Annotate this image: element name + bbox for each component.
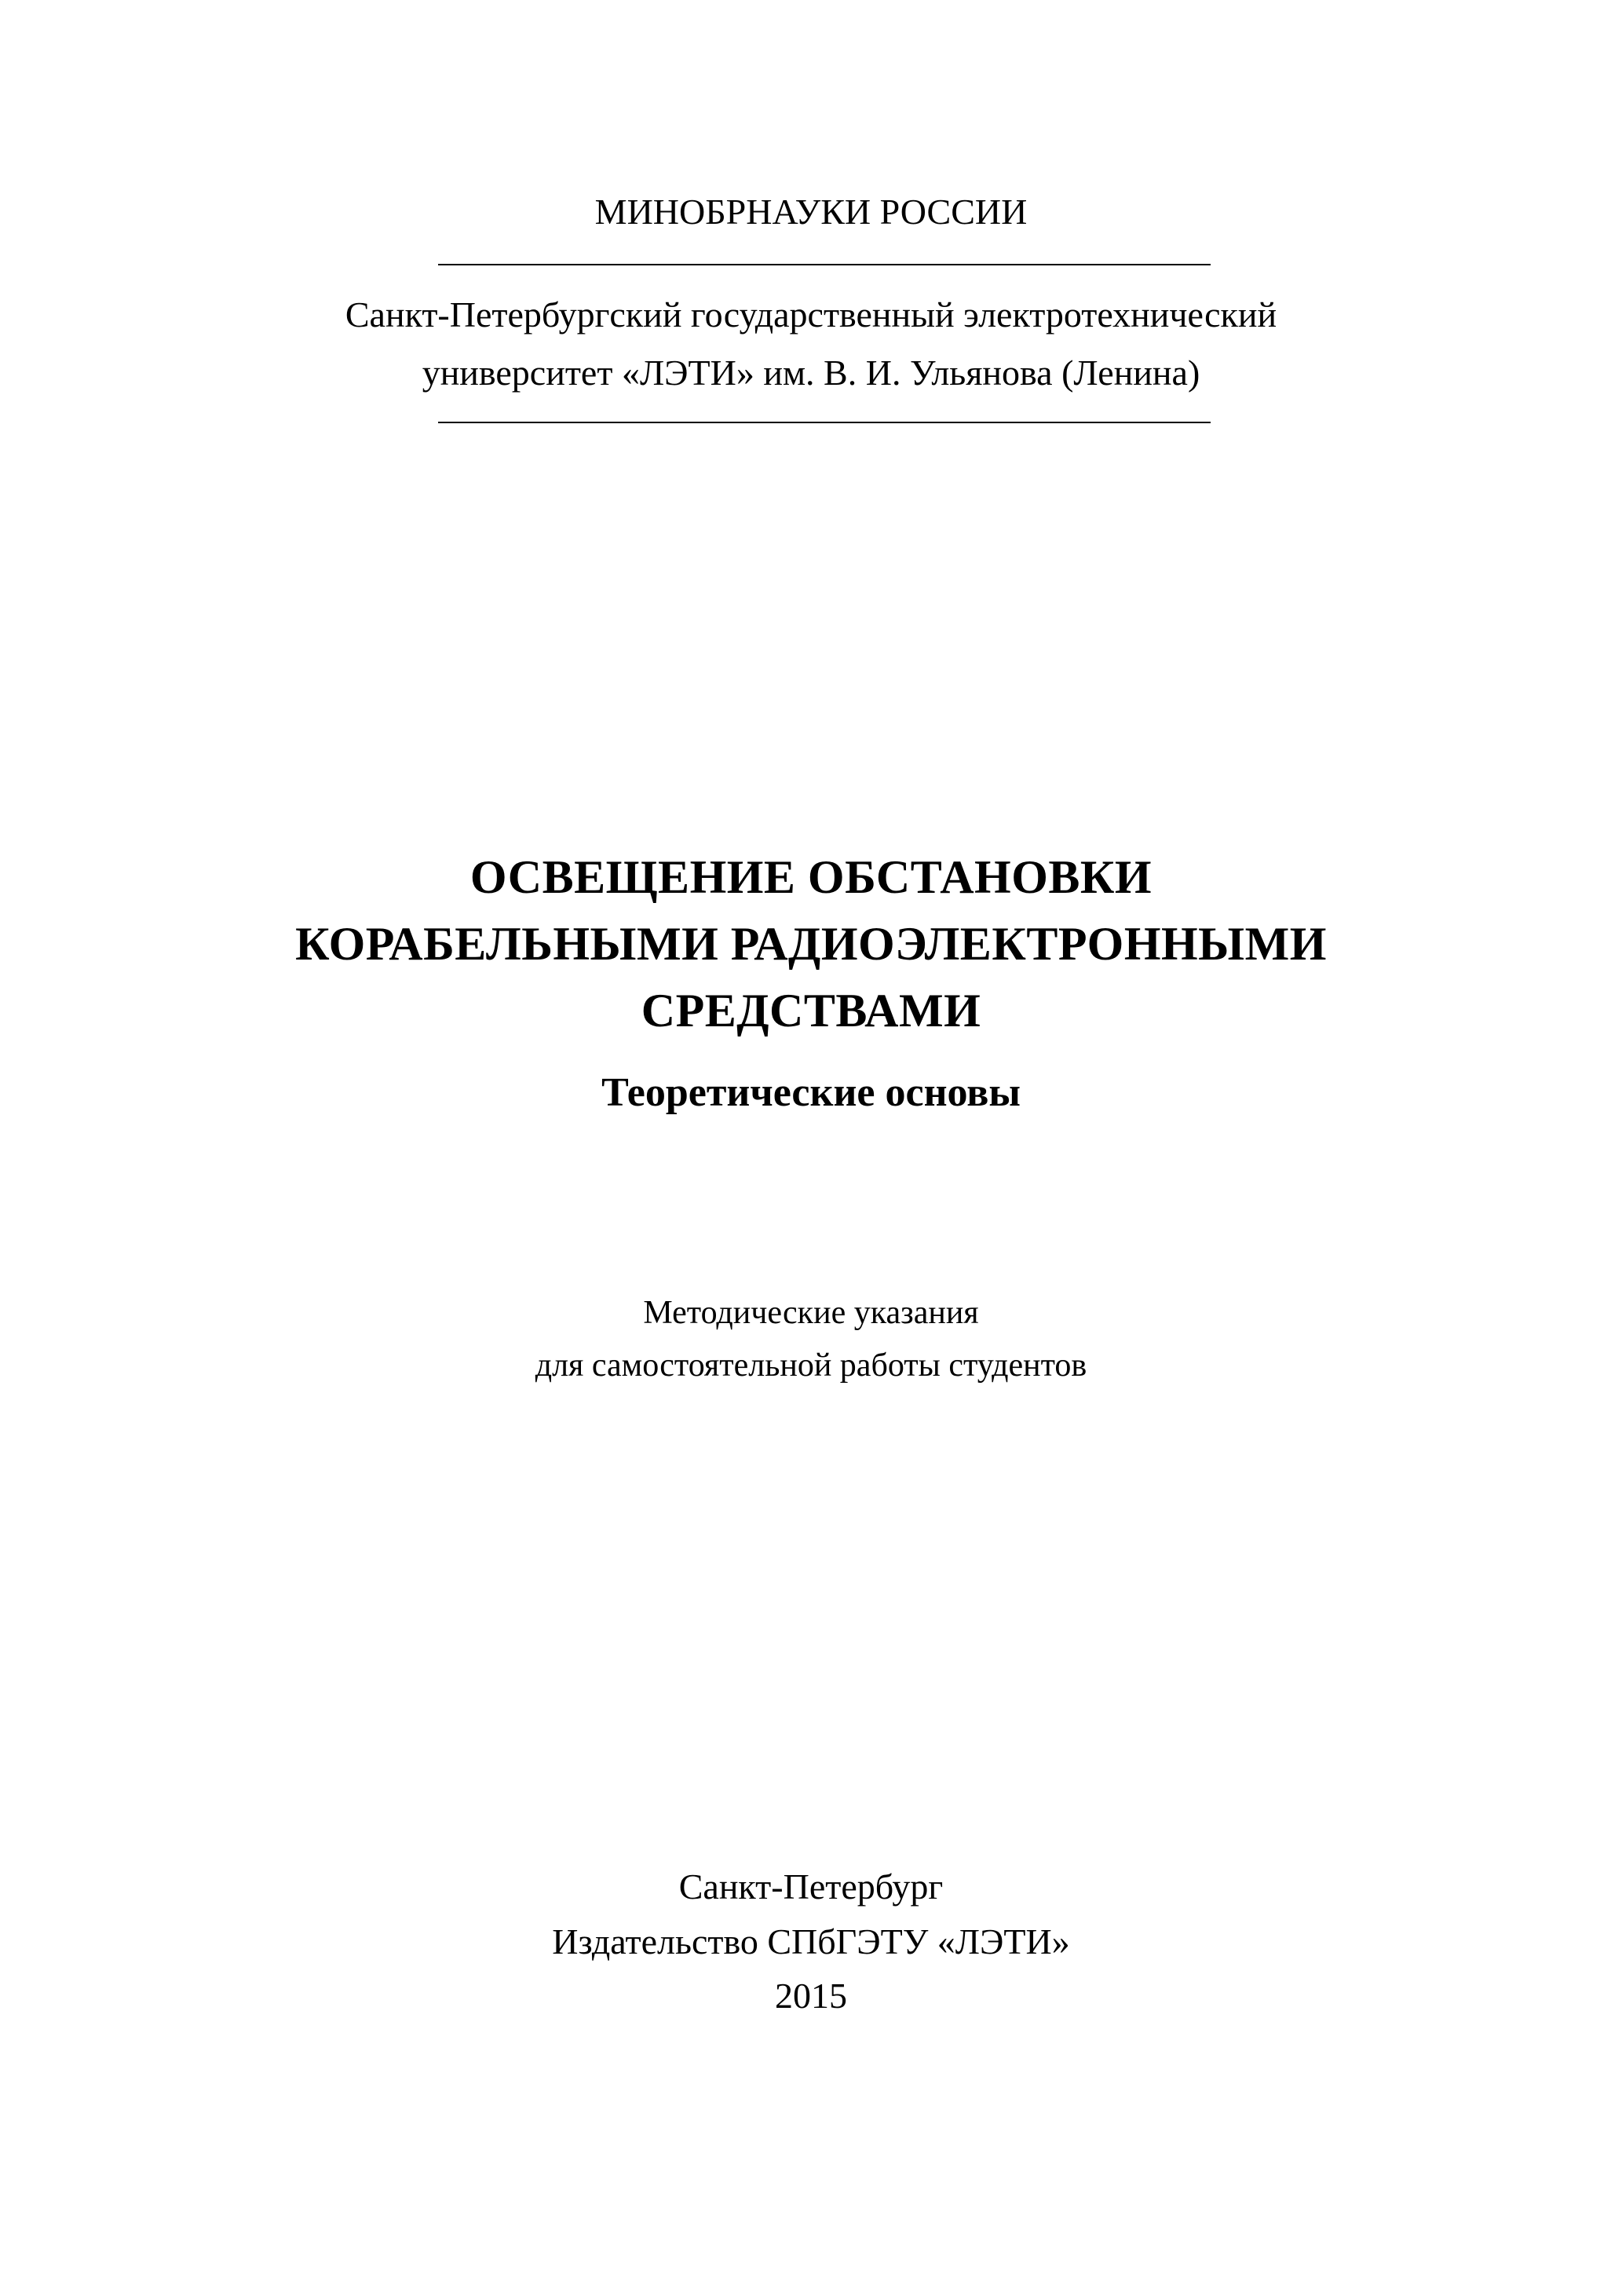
university-name-line-2: университет «ЛЭТИ» им. В. И. Ульянова (Ленина): [422, 353, 1200, 393]
imprint-publisher: Издательство СПбГЭТУ «ЛЭТИ»: [552, 1921, 1070, 1961]
title-line-3: СРЕДСТВАМИ: [641, 985, 981, 1036]
header-rule-top: [438, 264, 1211, 265]
ministry-name: МИНОБРНАУКИ РОССИИ: [594, 192, 1028, 232]
imprint-year: 2015: [775, 1976, 847, 2016]
description-line-2: для самостоятельной работы студентов: [535, 1347, 1087, 1384]
title-line-2: КОРАБЕЛЬНЫМИ РАДИОЭЛЕКТРОННЫМИ: [295, 918, 1327, 970]
header-rule-bottom: [438, 422, 1211, 423]
description-line-1: Методические указания: [643, 1295, 979, 1331]
imprint-city: Санкт-Петербург: [678, 1866, 944, 1907]
title-line-1: ОСВЕЩЕНИЕ ОБСТАНОВКИ: [469, 851, 1153, 903]
university-name-line-1: Санкт-Петербургский государственный электротехнический: [345, 294, 1277, 335]
subtitle: Теоретические основы: [601, 1070, 1021, 1115]
